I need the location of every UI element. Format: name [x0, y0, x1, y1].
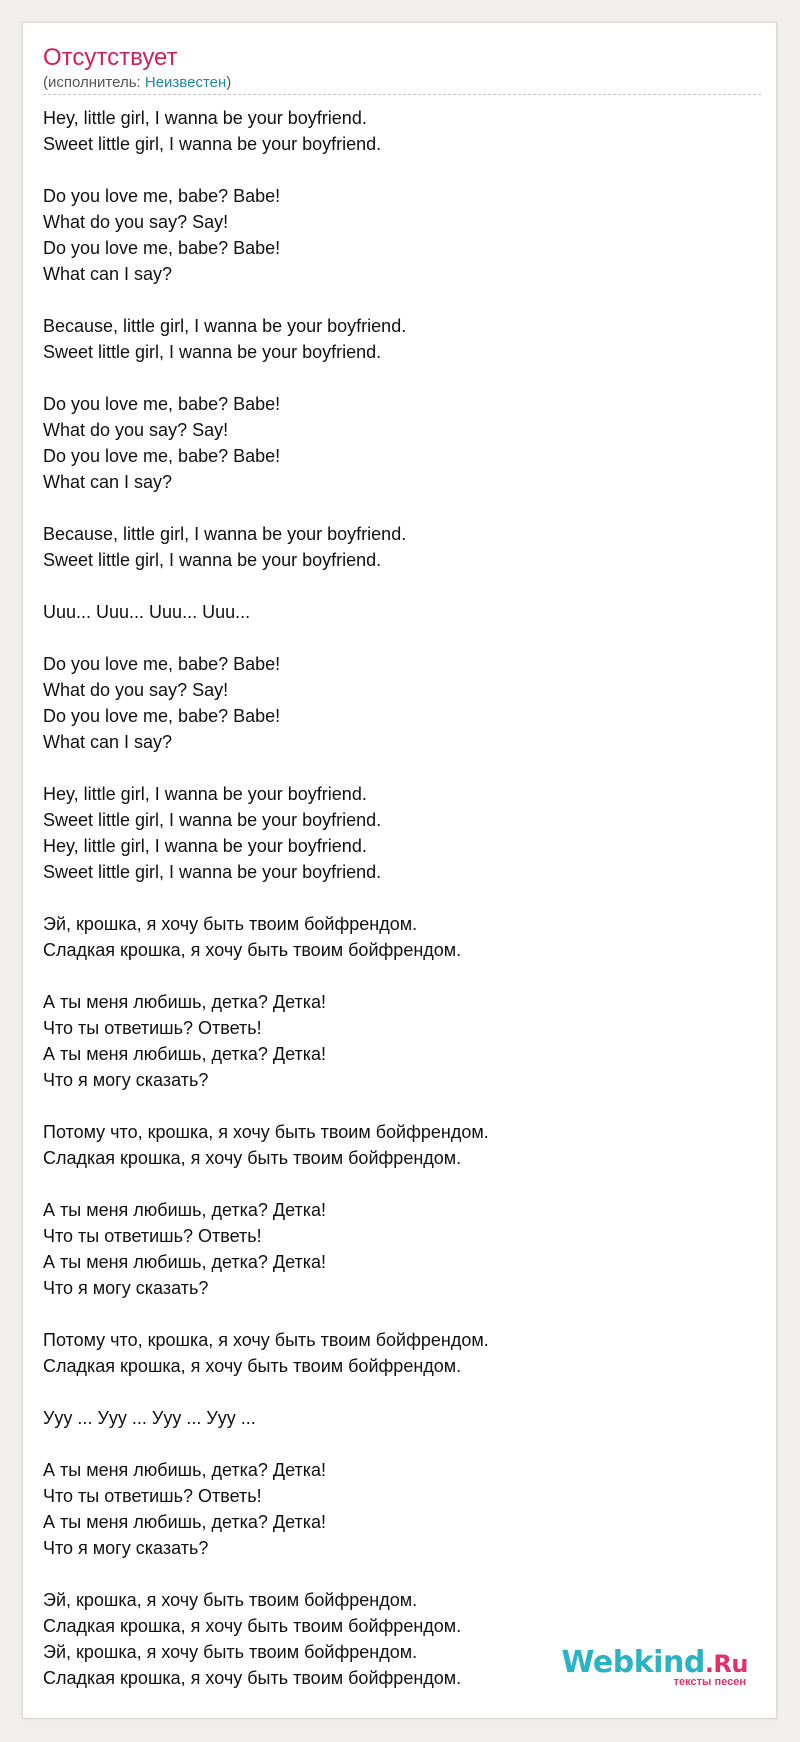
- logo-main-text: Webkind: [561, 1645, 705, 1680]
- lyric-line: What do you say? Say!: [43, 420, 229, 440]
- lyric-line: Сладкая крошка, я хочу быть твоим бойфрендом.: [43, 1668, 462, 1688]
- logo-tld-text: .Ru: [704, 1650, 748, 1678]
- song-title: Отсутствует: [43, 44, 178, 71]
- stanza-break: [43, 1379, 758, 1405]
- lyric-line: Что ты ответишь? Ответь!: [43, 1226, 262, 1246]
- lyric-line: Потому что, крошка, я хочу быть твоим бойфрендом.: [43, 1330, 489, 1350]
- lyric-line: Потому что, крошка, я хочу быть твоим бойфрендом.: [43, 1122, 489, 1142]
- lyric-line: А ты меня любишь, детка? Детка!: [43, 1200, 327, 1220]
- stanza-break: [43, 1093, 758, 1119]
- logo-tagline: тексты песен: [673, 1676, 746, 1688]
- lyric-line: Sweet little girl, I wanna be your boyfriend.: [43, 550, 382, 570]
- lyrics-text: [43, 105, 758, 1691]
- lyric-line: What do you say? Say!: [43, 212, 229, 232]
- stanza-break: [43, 755, 758, 781]
- lyric-line: А ты меня любишь, детка? Детка!: [43, 1512, 327, 1532]
- lyric-line: Do you love me, babe? Babe!: [43, 186, 281, 206]
- lyric-line: Сладкая крошка, я хочу быть твоим бойфрендом.: [43, 1356, 462, 1376]
- lyric-line: Sweet little girl, I wanna be your boyfriend.: [43, 810, 382, 830]
- lyric-line: Hey, little girl, I wanna be your boyfriend.: [43, 784, 367, 804]
- lyric-line: Ууу ... Ууу ... Ууу ... Ууу ...: [43, 1408, 256, 1428]
- lyric-line: Do you love me, babe? Babe!: [43, 238, 281, 258]
- stanza-break: [43, 1171, 758, 1197]
- stanza-break: [43, 287, 758, 313]
- stanza-break: [43, 625, 758, 651]
- lyric-line: Эй, крошка, я хочу быть твоим бойфрендом.: [43, 1642, 418, 1662]
- stanza-break: [43, 885, 758, 911]
- lyric-line: What can I say?: [43, 732, 173, 752]
- stanza-break: [43, 963, 758, 989]
- artist-prefix: (исполнитель:: [43, 74, 145, 91]
- lyric-line: Because, little girl, I wanna be your boyfriend.: [43, 524, 407, 544]
- lyric-line: А ты меня любишь, детка? Детка!: [43, 1044, 327, 1064]
- lyric-line: Do you love me, babe? Babe!: [43, 394, 281, 414]
- lyric-line: Do you love me, babe? Babe!: [43, 654, 281, 674]
- lyric-line: Do you love me, babe? Babe!: [43, 446, 281, 466]
- stanza-break: [43, 495, 758, 521]
- lyric-line: What can I say?: [43, 472, 173, 492]
- lyric-line: А ты меня любишь, детка? Детка!: [43, 1460, 327, 1480]
- lyric-line: Because, little girl, I wanna be your boyfriend.: [43, 316, 407, 336]
- lyric-line: Что ты ответишь? Ответь!: [43, 1486, 262, 1506]
- lyric-line: Сладкая крошка, я хочу быть твоим бойфрендом.: [43, 1616, 462, 1636]
- header-divider: [43, 94, 761, 95]
- lyric-line: Эй, крошка, я хочу быть твоим бойфрендом.: [43, 1590, 418, 1610]
- lyric-line: Sweet little girl, I wanna be your boyfriend.: [43, 134, 382, 154]
- stanza-break: [43, 1561, 758, 1587]
- artist-line: [43, 73, 231, 93]
- stanza-break: [43, 365, 758, 391]
- site-logo[interactable]: [548, 1646, 748, 1688]
- lyric-line: Hey, little girl, I wanna be your boyfriend.: [43, 108, 367, 128]
- stanza-break: [43, 1431, 758, 1457]
- lyric-line: Что ты ответишь? Ответь!: [43, 1018, 262, 1038]
- stanza-break: [43, 157, 758, 183]
- lyric-line: Hey, little girl, I wanna be your boyfriend.: [43, 836, 367, 856]
- stanza-break: [43, 1301, 758, 1327]
- lyric-line: Sweet little girl, I wanna be your boyfriend.: [43, 862, 382, 882]
- lyric-line: Что я могу сказать?: [43, 1538, 209, 1558]
- lyrics-card: [22, 22, 777, 1719]
- artist-suffix: ): [226, 74, 232, 91]
- lyric-line: Do you love me, babe? Babe!: [43, 706, 281, 726]
- stanza-break: [43, 573, 758, 599]
- lyric-line: Sweet little girl, I wanna be your boyfriend.: [43, 342, 382, 362]
- lyric-line: Эй, крошка, я хочу быть твоим бойфрендом.: [43, 914, 418, 934]
- lyric-line: Сладкая крошка, я хочу быть твоим бойфрендом.: [43, 940, 462, 960]
- lyric-line: Сладкая крошка, я хочу быть твоим бойфрендом.: [43, 1148, 462, 1168]
- lyric-line: Что я могу сказать?: [43, 1278, 209, 1298]
- lyric-line: Uuu... Uuu... Uuu... Uuu...: [43, 602, 251, 622]
- lyric-line: Что я могу сказать?: [43, 1070, 209, 1090]
- artist-link[interactable]: Неизвестен: [144, 74, 227, 91]
- lyric-line: What do you say? Say!: [43, 680, 229, 700]
- lyric-line: А ты меня любишь, детка? Детка!: [43, 1252, 327, 1272]
- lyric-line: What can I say?: [43, 264, 173, 284]
- lyric-line: А ты меня любишь, детка? Детка!: [43, 992, 327, 1012]
